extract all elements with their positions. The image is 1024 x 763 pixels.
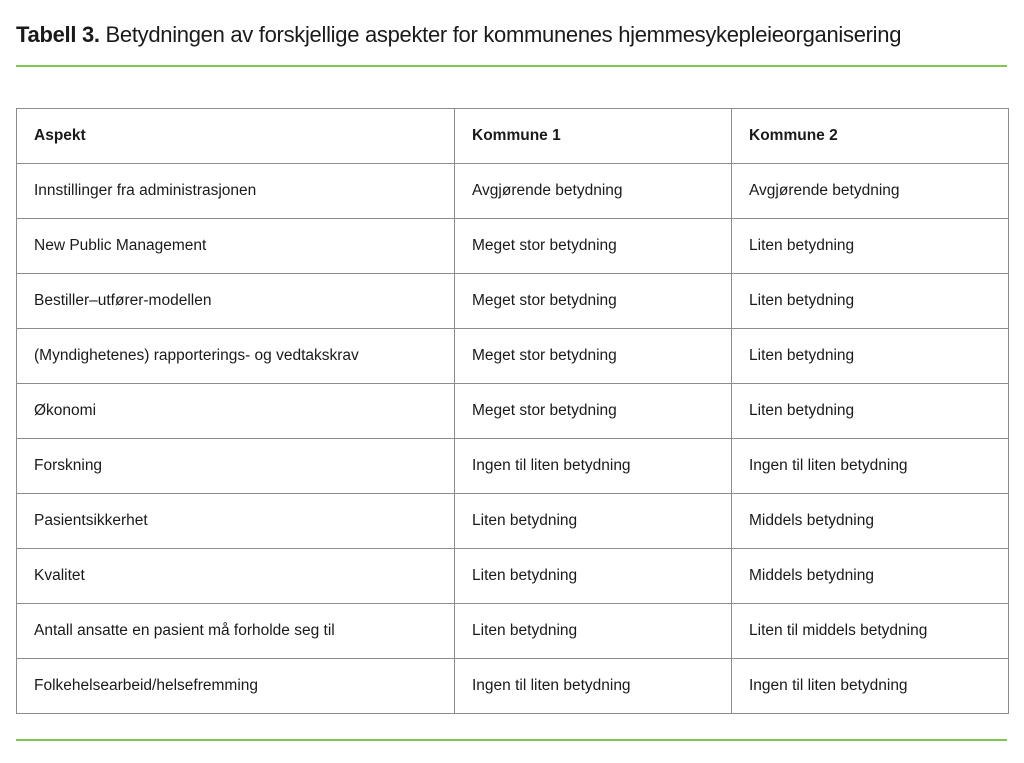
header-kommune-2: Kommune 2 [732,109,1009,164]
table-row [17,219,1009,274]
header-row [17,109,1009,164]
cell-aspekt: Folkehelsearbeid/helsefremming [17,659,455,714]
cell-kommune-1: Avgjørende betydning [455,164,732,219]
table-row [17,439,1009,494]
cell-kommune-2: Ingen til liten betydning [732,439,1009,494]
table-row [17,659,1009,714]
cell-kommune-2: Liten betydning [732,219,1009,274]
cell-aspekt: Bestiller–utfører-modellen [17,274,455,329]
header-aspekt: Aspekt [17,109,455,164]
cell-kommune-1: Meget stor betydning [455,329,732,384]
data-table [16,108,1009,714]
caption-label: Tabell 3. [16,22,100,47]
cell-aspekt: Antall ansatte en pasient må forholde seg til [17,604,455,659]
table-row [17,274,1009,329]
table-caption [16,22,901,48]
cell-kommune-1: Ingen til liten betydning [455,659,732,714]
cell-kommune-2: Liten betydning [732,274,1009,329]
table-row [17,164,1009,219]
cell-kommune-2: Liten til middels betydning [732,604,1009,659]
cell-kommune-2: Middels betydning [732,549,1009,604]
bottom-divider [16,739,1007,741]
cell-aspekt: Økonomi [17,384,455,439]
cell-kommune-2: Middels betydning [732,494,1009,549]
cell-aspekt: Forskning [17,439,455,494]
cell-kommune-1: Meget stor betydning [455,219,732,274]
table-row [17,384,1009,439]
header-kommune-1: Kommune 1 [455,109,732,164]
table-row [17,549,1009,604]
cell-aspekt: New Public Management [17,219,455,274]
cell-aspekt: Pasientsikkerhet [17,494,455,549]
cell-kommune-1: Liten betydning [455,549,732,604]
cell-aspekt: (Myndighetenes) rapporterings- og vedtakskrav [17,329,455,384]
cell-kommune-1: Meget stor betydning [455,384,732,439]
cell-aspekt: Kvalitet [17,549,455,604]
table-row [17,494,1009,549]
top-divider [16,65,1007,67]
cell-kommune-2: Liten betydning [732,384,1009,439]
cell-kommune-2: Liten betydning [732,329,1009,384]
cell-kommune-2: Avgjørende betydning [732,164,1009,219]
cell-kommune-1: Liten betydning [455,604,732,659]
table-row [17,604,1009,659]
table-row [17,329,1009,384]
cell-kommune-1: Liten betydning [455,494,732,549]
cell-kommune-1: Meget stor betydning [455,274,732,329]
cell-kommune-1: Ingen til liten betydning [455,439,732,494]
cell-aspekt: Innstillinger fra administrasjonen [17,164,455,219]
caption-text: Betydningen av forskjellige aspekter for kommunenes hjemmesykepleieorganisering [105,22,902,47]
cell-kommune-2: Ingen til liten betydning [732,659,1009,714]
